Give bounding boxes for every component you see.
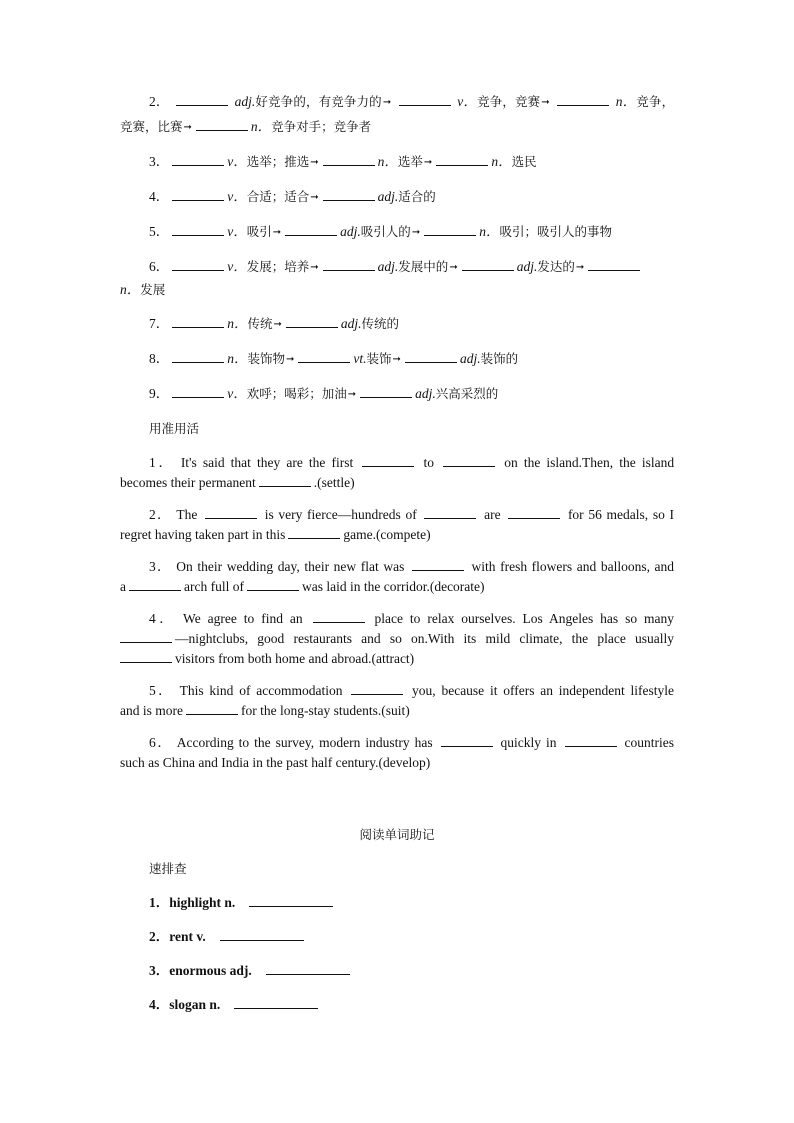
definition: 竞争对手；竞争者 [271, 119, 372, 134]
sentence-text: countries [624, 735, 674, 750]
arrow-icon: ➞ [411, 227, 421, 238]
pos-tag: adj. [415, 386, 436, 401]
definition: 竞赛，比赛 [120, 119, 183, 134]
answer-blank[interactable] [424, 223, 476, 236]
arrow-icon: ➞ [382, 97, 392, 108]
reading-item-2 [120, 927, 674, 947]
arrow-icon: ➞ [347, 389, 357, 400]
pos-tag: adj. [377, 189, 399, 204]
reading-subtitle: 速排查 [149, 861, 187, 876]
answer-blank[interactable] [405, 350, 457, 363]
sentence-text: quickly in [500, 735, 557, 750]
sentence-text: regret having taken part in this [120, 527, 286, 542]
answer-blank[interactable] [323, 188, 375, 201]
pos-tag: adj. [516, 259, 538, 274]
pos-tag: v． [227, 259, 247, 274]
item-number: 3． [149, 963, 170, 978]
sentence-4-cont [120, 629, 674, 649]
pos-tag: n． [615, 94, 637, 109]
sentence-5-cont [120, 701, 674, 721]
sentence-text: on the island.Then, the island [504, 455, 675, 470]
answer-blank[interactable] [313, 610, 365, 623]
arrow-icon: ➞ [423, 157, 433, 168]
sentence-1 [120, 453, 674, 473]
definition: 装饰的 [480, 351, 519, 366]
arrow-icon: ➞ [310, 192, 319, 203]
arrow-icon: ➞ [310, 157, 319, 168]
sentence-1-cont [120, 473, 674, 493]
pos-tag: n． [120, 282, 141, 297]
answer-blank[interactable] [441, 734, 493, 747]
answer-blank[interactable] [234, 996, 318, 1009]
arrow-icon: ➞ [273, 319, 282, 330]
pos-tag: n． [377, 154, 398, 169]
answer-blank[interactable] [176, 93, 228, 106]
arrow-icon: ➞ [575, 262, 585, 273]
definition: 兴高采烈的 [435, 386, 499, 401]
sentence-2 [120, 505, 674, 525]
definition: 欢呼；喝彩；加油 [246, 386, 347, 401]
answer-blank[interactable] [360, 385, 412, 398]
sentence-4-cont2 [120, 649, 674, 669]
pos-tag: v． [457, 94, 478, 109]
reading-item-1 [120, 893, 674, 913]
sentence-text: On their wedding day, their new flat was [176, 559, 405, 574]
item-number: 8． [149, 351, 170, 366]
item-number: 3． [149, 559, 172, 574]
sentence-text: According to the survey, modern industry has [176, 735, 433, 750]
reading-item-3 [120, 961, 674, 981]
sentence-text: are [484, 507, 501, 522]
vocab-item-2-cont [120, 117, 674, 138]
pos-tag: adj. [377, 259, 399, 274]
answer-blank[interactable] [249, 894, 333, 907]
answer-blank[interactable] [172, 385, 224, 398]
arrow-icon: ➞ [541, 97, 550, 108]
item-number: 4． [149, 611, 177, 626]
definition: 竞争， [636, 94, 675, 109]
item-number: 2． [149, 94, 170, 109]
arrow-icon: ➞ [310, 262, 319, 273]
answer-blank[interactable] [443, 454, 495, 467]
vocab-item-3 [120, 152, 674, 173]
pos-tag: vt. [353, 351, 367, 366]
answer-blank[interactable] [351, 682, 403, 695]
answer-blank[interactable] [172, 153, 224, 166]
sentence-text: visitors from both home and abroad.(attract) [175, 651, 415, 666]
sentence-text: for the long-stay students.(suit) [241, 703, 410, 718]
definition: 装饰 [366, 351, 392, 366]
sentence-text: such as China and India in the past half century.(develop) [120, 755, 431, 770]
sentence-text: a [120, 579, 126, 594]
answer-blank[interactable] [288, 526, 340, 539]
item-number: 2． [149, 507, 172, 522]
item-number: 5． [149, 683, 175, 698]
arrow-icon: ➞ [286, 354, 295, 365]
sentence-text: It's said that they are the first [180, 455, 354, 470]
pos-tag: adj. [340, 316, 362, 331]
answer-blank[interactable] [247, 578, 299, 591]
sentence-4 [120, 609, 674, 629]
answer-blank[interactable] [362, 454, 414, 467]
sentence-text: becomes their permanent [120, 475, 256, 490]
definition: 装饰物 [247, 351, 286, 366]
pos-tag: v． [227, 189, 247, 204]
item-number: 6． [149, 735, 173, 750]
item-number: 1． [149, 455, 175, 470]
section-title-use: 用准用活 [149, 421, 200, 436]
item-number: 4． [149, 189, 170, 204]
definition: 竞争，竞赛 [477, 94, 541, 109]
answer-blank[interactable] [120, 630, 172, 643]
pos-tag: n． [227, 316, 248, 331]
pos-tag: n． [250, 119, 272, 134]
definition: 吸引 [246, 224, 272, 239]
sentence-text: for 56 medals, so I [567, 507, 675, 522]
answer-blank[interactable] [120, 650, 172, 663]
sentence-text: you, because it offers an independent lifestyle [412, 683, 675, 698]
vocab-item-2 [120, 92, 674, 113]
definition: 发展；培养 [246, 259, 310, 274]
answer-blank[interactable] [172, 188, 224, 201]
sentence-text: was laid in the corridor.(decorate) [301, 579, 485, 594]
item-number: 6． [149, 259, 170, 274]
pos-tag: n． [491, 154, 512, 169]
answer-blank[interactable] [323, 153, 375, 166]
answer-blank[interactable] [220, 928, 304, 941]
definition: 发展 [140, 282, 166, 297]
arrow-icon: ➞ [392, 354, 401, 365]
item-number: 9． [149, 386, 170, 401]
definition: 发展中的 [398, 259, 449, 274]
pos-tag: v． [227, 154, 247, 169]
vocab-item-5 [120, 222, 674, 243]
answer-blank[interactable] [462, 258, 514, 271]
answer-blank[interactable] [172, 350, 224, 363]
sentence-text: to [423, 455, 435, 470]
reading-section-title: 阅读单词助记 [359, 827, 435, 842]
reading-word: highlight n. [169, 895, 236, 910]
pos-tag: v． [227, 386, 247, 401]
vocab-item-9 [120, 384, 674, 405]
answer-blank[interactable] [172, 258, 224, 271]
sentence-text: This kind of accommodation [179, 683, 343, 698]
definition: 适合的 [398, 189, 436, 204]
definition: 发达的 [537, 259, 575, 274]
definition: 选举；推选 [246, 154, 310, 169]
item-number: 1． [149, 895, 170, 910]
sentence-5 [120, 681, 674, 701]
reading-word: slogan n. [169, 997, 221, 1012]
reading-word: rent v. [169, 929, 206, 944]
answer-blank[interactable] [196, 118, 248, 131]
definition: 选民 [511, 154, 537, 169]
pos-tag: n． [479, 224, 500, 239]
item-number: 3． [149, 154, 170, 169]
pos-tag: v． [227, 224, 247, 239]
sentence-text: place to relax ourselves. Los Angeles has so many [374, 611, 675, 626]
answer-blank[interactable] [588, 258, 640, 271]
answer-blank[interactable] [172, 223, 224, 236]
reading-item-4 [120, 995, 674, 1015]
definition: 吸引；吸引人的事物 [499, 224, 612, 239]
answer-blank[interactable] [412, 558, 464, 571]
answer-blank[interactable] [565, 734, 617, 747]
answer-blank[interactable] [399, 93, 451, 106]
sentence-text: arch full of [184, 579, 244, 594]
answer-blank[interactable] [266, 962, 350, 975]
vocab-item-7 [120, 314, 674, 335]
pos-tag: n． [227, 351, 248, 366]
pos-tag: adj. [340, 224, 361, 239]
sentence-text: .(settle) [313, 475, 355, 490]
sentence-text: —nightclubs, good restaurants and so on.With its mild climate, the place usually [175, 631, 674, 646]
answer-blank[interactable] [424, 506, 476, 519]
definition: 传统 [247, 316, 273, 331]
sentence-text: and is more [120, 703, 183, 718]
worksheet-page [120, 92, 674, 1015]
sentence-text: with fresh flowers and balloons, and [471, 559, 675, 574]
answer-blank[interactable] [172, 315, 224, 328]
definition: 传统的 [361, 316, 400, 331]
answer-blank[interactable] [186, 702, 238, 715]
definition: 选举 [397, 154, 423, 169]
sentence-text: The [176, 507, 198, 522]
sentence-3 [120, 557, 674, 577]
pos-tag: adj. [234, 94, 256, 109]
sentence-text: is very fierce—hundreds of [264, 507, 417, 522]
definition: 吸引人的 [360, 224, 411, 239]
vocab-item-8 [120, 349, 674, 370]
arrow-icon: ➞ [272, 227, 282, 238]
answer-blank[interactable] [298, 350, 350, 363]
vocab-item-6 [120, 257, 674, 278]
reading-word: enormous adj. [169, 963, 252, 978]
item-number: 7． [149, 316, 170, 331]
arrow-icon: ➞ [183, 122, 192, 133]
answer-blank[interactable] [508, 506, 560, 519]
item-number: 4． [149, 997, 170, 1012]
sentence-6 [120, 733, 674, 753]
sentence-6-cont [120, 753, 674, 773]
sentence-text: game.(compete) [343, 527, 431, 542]
arrow-icon: ➞ [449, 262, 458, 273]
answer-blank[interactable] [129, 578, 181, 591]
item-number: 2． [149, 929, 170, 944]
answer-blank[interactable] [259, 474, 311, 487]
vocab-item-4 [120, 187, 674, 208]
item-number: 5． [149, 224, 170, 239]
definition: 合适；适合 [246, 189, 310, 204]
answer-blank[interactable] [205, 506, 257, 519]
answer-blank[interactable] [285, 223, 337, 236]
answer-blank[interactable] [436, 153, 488, 166]
answer-blank[interactable] [286, 315, 338, 328]
definition: 好竞争的，有竞争力的 [255, 94, 382, 109]
answer-blank[interactable] [323, 258, 375, 271]
sentence-text: We agree to find an [183, 611, 303, 626]
vocab-item-6-cont [120, 280, 674, 300]
sentence-2-cont [120, 525, 674, 545]
sentence-3-cont [120, 577, 674, 597]
pos-tag: adj. [459, 351, 481, 366]
answer-blank[interactable] [557, 93, 609, 106]
